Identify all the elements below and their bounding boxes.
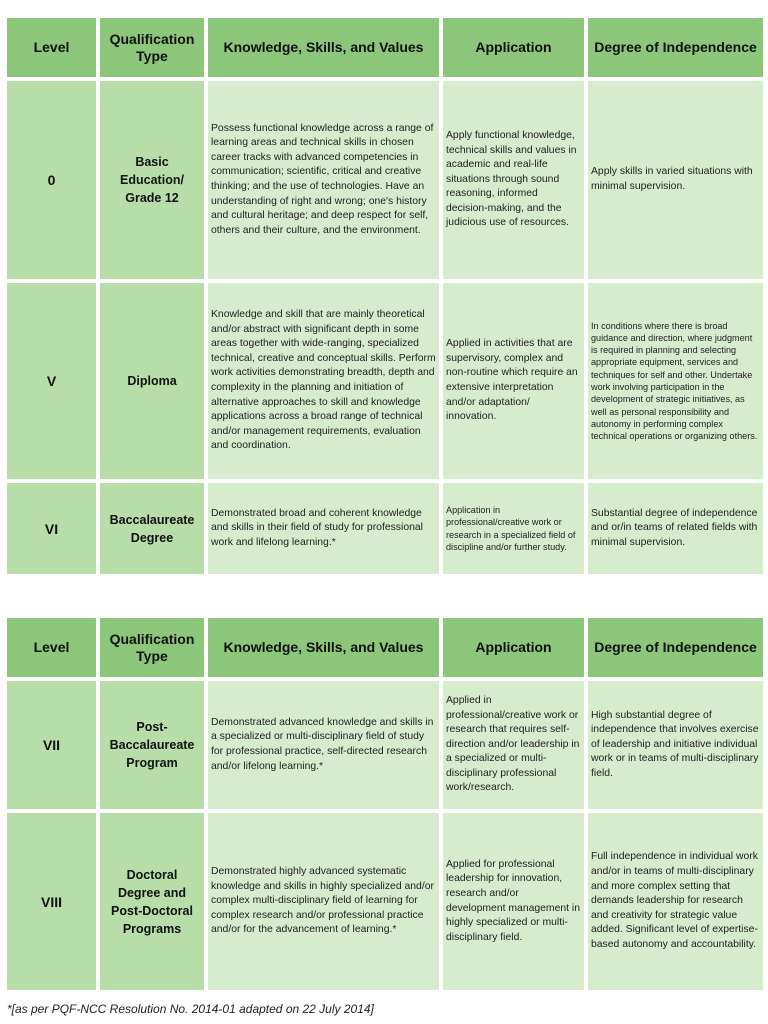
footnote: *[as per PQF-NCC Resolution No. 2014-01 adapted on 22 July 2014]: [7, 1002, 374, 1016]
independence-cell: High substantial degree of independence that involves exercise of leadership and initiative individual work or in teams of multi-disciplinary field.: [588, 681, 763, 809]
knowledge-cell: Demonstrated broad and coherent knowledge and skills in their field of study for professional work and lifelong learning.*: [208, 483, 439, 574]
header-application: Application: [443, 18, 584, 77]
application-cell: Applied in activities that are supervisory, complex and non-routine which require an extensive interpretation and/or adaptation/ innovation.: [443, 283, 584, 479]
level-cell: VII: [7, 681, 96, 809]
level-cell: VI: [7, 483, 96, 574]
application-cell: Application in professional/creative work or research in a specialized field of discipline and/or further study.: [443, 483, 584, 574]
pqf-table-levels-vii-viii: [7, 618, 761, 990]
knowledge-cell: Demonstrated advanced knowledge and skills in a specialized or multi-disciplinary field of study for professional practice, self-directed research and/or lifelong learning.*: [208, 681, 439, 809]
level-cell: 0: [7, 81, 96, 279]
header-qualification-type: Qualification Type: [100, 18, 204, 77]
header-level: Level: [7, 18, 96, 77]
header-knowledge-skills-values: Knowledge, Skills, and Values: [208, 618, 439, 677]
level-cell: V: [7, 283, 96, 479]
independence-cell: In conditions where there is broad guidance and direction, where judgment is required in planning and selecting appropriate equipment, services and techniques for self and other. Undertake work involving participation in the development of strategic initiatives, as well as personal responsibility and autonomy in performing complex technical operations or organizing others.: [588, 283, 763, 479]
qualification-cell: Basic Education/ Grade 12: [100, 81, 204, 279]
independence-cell: Apply skills in varied situations with minimal supervision.: [588, 81, 763, 279]
application-cell: Applied in professional/creative work or research that requires self-direction and/or leadership in a specialized or multi-disciplinary professional work/research.: [443, 681, 584, 809]
independence-cell: Substantial degree of independence and or/in teams of related fields with minimal supervision.: [588, 483, 763, 574]
qualification-cell: Baccalaureate Degree: [100, 483, 204, 574]
independence-cell: Full independence in individual work and/or in teams of multi-disciplinary and more complex setting that demands leadership for research and creativity for strategic value added. Significant level of expertise-based autonomy and accountability.: [588, 813, 763, 990]
level-cell: VIII: [7, 813, 96, 990]
header-degree-of-independence: Degree of Independence: [588, 18, 763, 77]
qualification-cell: Doctoral Degree and Post-Doctoral Programs: [100, 813, 204, 990]
header-qualification-type: Qualification Type: [100, 618, 204, 677]
header-level: Level: [7, 618, 96, 677]
pqf-table-levels-0-vi: [7, 18, 761, 574]
qualification-cell: Diploma: [100, 283, 204, 479]
qualification-cell: Post-Baccalaureate Program: [100, 681, 204, 809]
header-knowledge-skills-values: Knowledge, Skills, and Values: [208, 18, 439, 77]
knowledge-cell: Possess functional knowledge across a range of learning areas and technical skills in chosen career tracks with advanced competencies in communication; scientific, critical and creative thinking; and the use of technologies. Have an understanding of right and wrong; one's history and cultural heritage; and deep respect for self, others and their culture, and the environment.: [208, 81, 439, 279]
header-degree-of-independence: Degree of Independence: [588, 618, 763, 677]
header-application: Application: [443, 618, 584, 677]
knowledge-cell: Demonstrated highly advanced systematic knowledge and skills in highly specialized and/or complex multi-disciplinary field of learning for complex research and/or professional practice and/or for the advancement of learning.*: [208, 813, 439, 990]
application-cell: Apply functional knowledge, technical skills and values in academic and real-life situations through sound reasoning, informed decision-making, and the judicious use of resources.: [443, 81, 584, 279]
knowledge-cell: Knowledge and skill that are mainly theoretical and/or abstract with significant depth in some areas together with wide-ranging, specialized technical, creative and conceptual skills. Perform work activities demonstrating breadth, depth and complexity in the planning and initiation of alternative approaches to skill and knowledge applications across a broad range of technical and/or management requirements, evaluation and coordination.: [208, 283, 439, 479]
application-cell: Applied for professional leadership for innovation, research and/or development management in highly specialized or multi-disciplinary field.: [443, 813, 584, 990]
